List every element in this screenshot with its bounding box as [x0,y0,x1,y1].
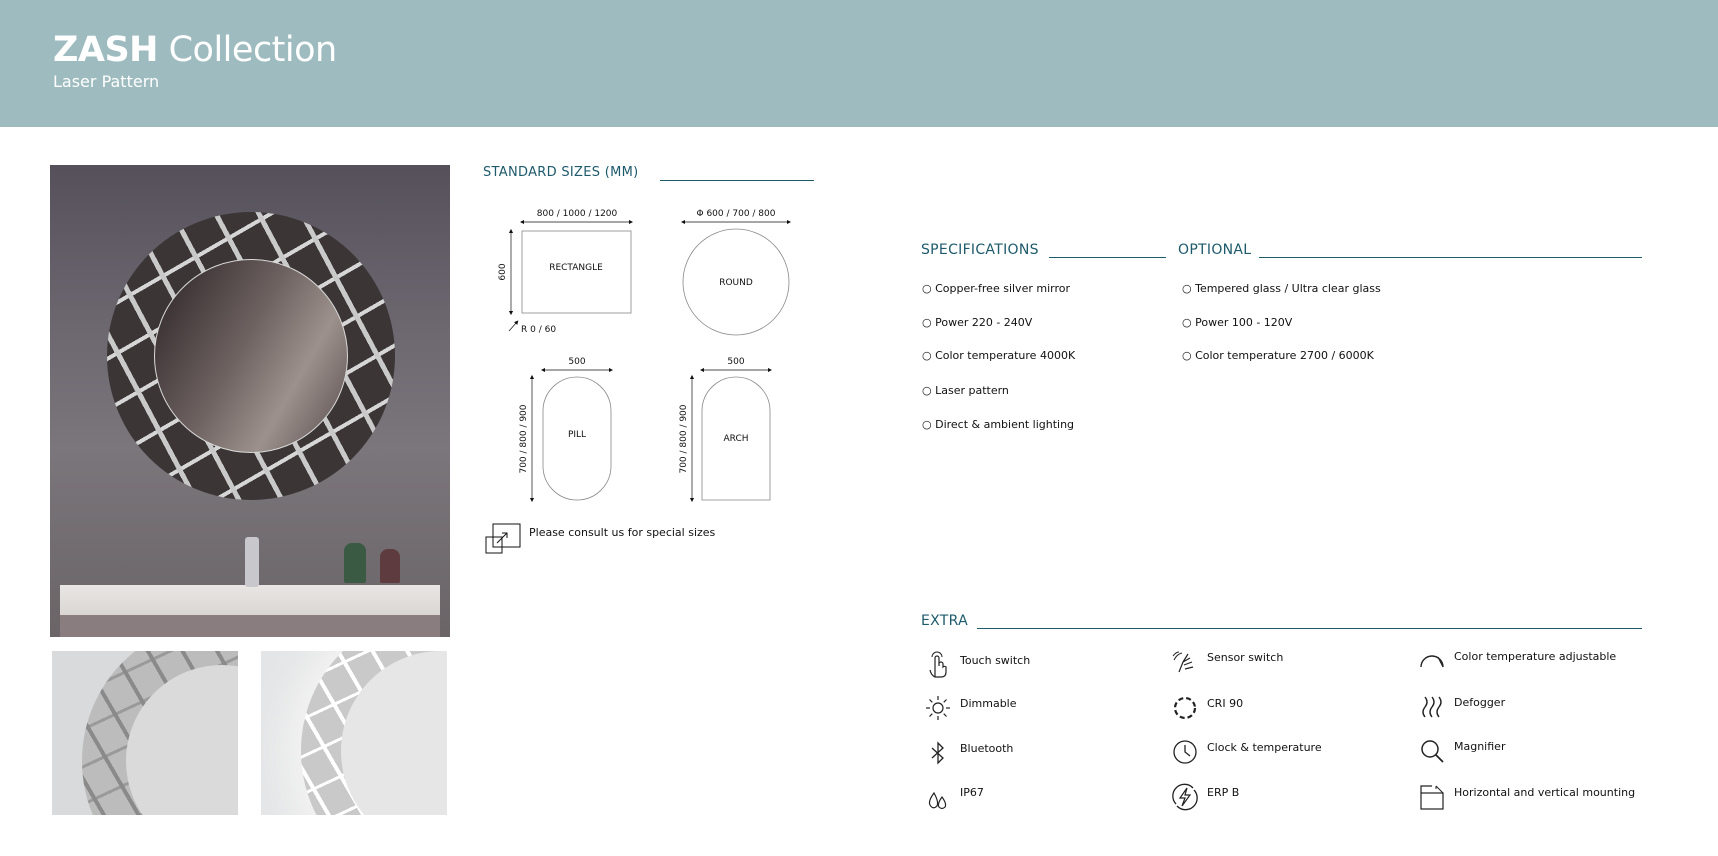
extra-heading: EXTRA [921,613,968,629]
optional-heading: OPTIONAL [1178,242,1252,258]
cri-icon [1171,694,1199,722]
feature-label: Dimmable [960,697,1017,710]
spec-item: ○ Direct & ambient lighting [922,418,1075,431]
spec-item: ○ Laser pattern [922,384,1009,397]
rectangle-height-label: 600 [498,263,508,281]
feature-mounting [1418,783,1658,815]
pill-label: PILL [567,430,587,440]
special-sizes-note [485,523,745,555]
optional-item: ○ Color temperature 2700 / 6000K [1182,349,1374,362]
spec-item: ○ Copper-free silver mirror [922,282,1070,295]
feature-label: Clock & temperature [1207,741,1322,754]
arch-label: ARCH [723,434,749,444]
clock-icon [1171,738,1199,766]
sun-icon [924,694,952,722]
section-rule [660,180,814,181]
brand-name: ZASH [53,30,158,70]
arch-width-label: 500 [727,357,745,367]
section-rule [1259,257,1642,258]
resize-icon [485,523,521,555]
bluetooth-icon [924,739,952,767]
feature-dimmable [924,694,1164,726]
feature-color-temperature [1418,647,1658,679]
specifications-heading: SPECIFICATIONS [921,242,1039,258]
magnifier-icon [1418,737,1446,765]
feature-label: CRI 90 [1207,697,1244,710]
color-temp-icon [1418,647,1446,675]
header-banner [0,0,1718,127]
plant-image [344,543,366,583]
feature-magnifier [1418,737,1658,769]
arch-height-label: 700 / 800 / 900 [679,404,689,474]
feature-label: Bluetooth [960,742,1014,755]
spec-item: ○ Color temperature 4000K [922,349,1076,362]
arch-diagram [679,357,770,500]
feature-label: Defogger [1454,696,1506,709]
mounting-icon [1418,783,1446,811]
collection-title [53,30,337,70]
feature-label: Color temperature adjustable [1454,650,1617,663]
round-label: ROUND [719,278,753,288]
feature-sensor-switch [1171,648,1411,680]
size-diagrams [483,195,813,515]
feature-label: Sensor switch [1207,651,1284,664]
spec-item: ○ Power 220 - 240V [922,316,1033,329]
section-rule [1049,257,1166,258]
feature-clock-temperature [1171,738,1411,770]
round-diagram [683,209,789,335]
feature-label: Touch switch [960,654,1031,667]
defogger-icon [1418,693,1446,721]
feature-label: Magnifier [1454,740,1506,753]
rectangle-label: RECTANGLE [549,263,603,273]
water-drops-icon [924,783,952,811]
feature-label: ERP B [1207,786,1240,799]
collection-word: Collection [168,30,337,70]
feature-cri [1171,694,1411,726]
rectangle-width-label: 800 / 1000 / 1200 [536,209,618,219]
feature-erp [1171,783,1411,815]
hero-product-photo [50,165,450,637]
pill-width-label: 500 [568,357,586,367]
feature-bluetooth [924,739,1164,771]
optional-item: ○ Power 100 - 120V [1182,316,1293,329]
special-sizes-text: Please consult us for special sizes [529,526,716,539]
feature-label: Horizontal and vertical mounting [1454,786,1636,799]
plant-image [380,549,400,583]
section-rule [977,628,1642,629]
faucet-image [245,537,259,587]
detail-thumbnail [52,651,238,815]
touch-icon [924,651,952,679]
mirror-center-image [154,259,348,453]
feature-touch-switch [924,651,1164,683]
rectangle-diagram [498,209,631,335]
sensor-icon [1171,648,1199,676]
standard-sizes-heading: STANDARD SIZES (MM) [483,165,639,180]
feature-label: IP67 [960,786,984,799]
vanity-drawers-image [60,615,440,637]
pill-diagram [519,357,611,500]
rectangle-radius-label: R 0 / 60 [521,325,557,335]
rectangle-radius-arrow [509,322,517,331]
lit-detail-thumbnail [261,651,447,815]
pill-height-label: 700 / 800 / 900 [519,404,529,474]
optional-item: ○ Tempered glass / Ultra clear glass [1182,282,1381,295]
feature-defogger [1418,693,1658,725]
round-diameter-label: Φ 600 / 700 / 800 [696,209,776,219]
energy-icon [1171,783,1199,811]
collection-subtitle: Laser Pattern [53,72,160,91]
feature-ip67 [924,783,1164,815]
